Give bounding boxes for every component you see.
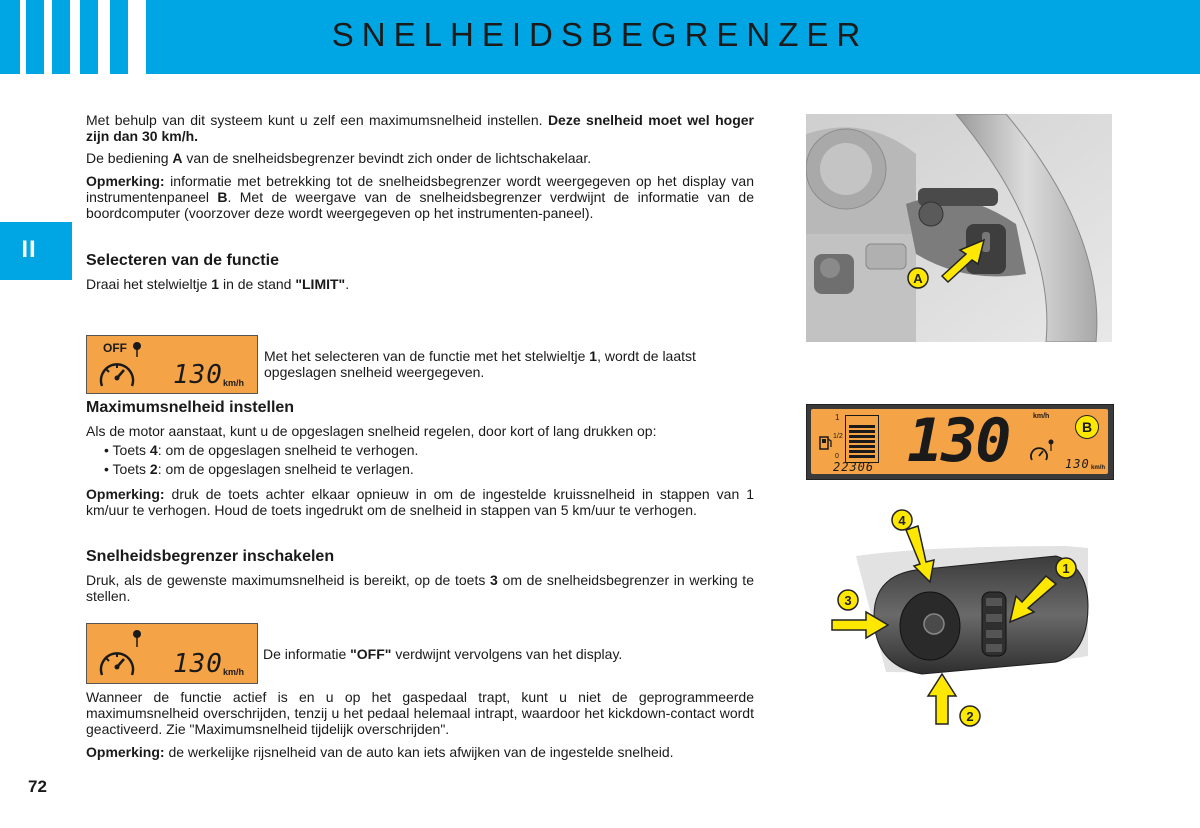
- section1-text: in de stand: [219, 276, 296, 292]
- steering-column-illustration: [806, 114, 1112, 342]
- section3-bold: 3: [490, 572, 498, 588]
- marker-1: 1: [1062, 561, 1070, 576]
- intro-text: Met behulp van dit systeem kunt u zelf een maximumsnelheid instellen.: [86, 112, 548, 128]
- intro-text: van de snelheidsbegrenzer bevindt zich onder de lichtschakelaar.: [182, 150, 592, 166]
- fuel-pump-icon: [819, 433, 833, 451]
- cluster-small-speed: 130: [1065, 457, 1090, 471]
- marker-4: 4: [898, 513, 906, 528]
- caption-text: Met het selecteren van de functie met het stelwieltje: [264, 348, 590, 364]
- bullet-text: • Toets: [104, 461, 150, 477]
- section3-paragraph-2: Wanneer de functie actief is en u op het gaspedaal trapt, kunt u niet de geprogrammeerde maximumsnelheid overschrijden, tenzij u het pedaal helemaal intrapt, waardoor het kickdown-contact wordt geactiveerd. Zie "Maximumsnelheid tijdelijk overschrijden".: [86, 689, 754, 737]
- odometer: 22306: [833, 460, 875, 474]
- marker-b: B: [1075, 415, 1099, 439]
- steering-column-photo: [806, 114, 1112, 342]
- bullet-item: [104, 461, 414, 477]
- chapter-label: II: [21, 236, 37, 263]
- section-heading-select: Selecteren van de functie: [86, 252, 279, 269]
- page-number: 72: [28, 777, 47, 796]
- limit-marker-icon: [1047, 439, 1055, 451]
- lcd-unit: km/h: [223, 667, 245, 677]
- chapter-tab: [0, 222, 72, 280]
- lcd-display-off: [86, 335, 258, 394]
- intro-text: De bediening: [86, 150, 173, 166]
- lcd-display-active: [86, 623, 258, 684]
- section1-bold: 1: [211, 276, 220, 292]
- page-title: SNELHEIDSBEGRENZER: [331, 16, 869, 53]
- section3-paragraph-3: [86, 744, 754, 760]
- lcd2-caption: [263, 646, 753, 662]
- bullet-item: [104, 442, 418, 458]
- fuel-gauge-half: 1/2: [833, 433, 843, 440]
- section-heading-set-speed: Maximumsnelheid instellen: [86, 399, 295, 416]
- section2-paragraph-2: [86, 486, 754, 518]
- bullet-text: • Toets: [104, 442, 150, 458]
- section3-paragraph-1: [86, 572, 754, 604]
- header-stripe: [70, 0, 80, 74]
- cluster-unit: km/h: [1033, 413, 1050, 420]
- intro-bold: A: [172, 150, 183, 166]
- marker-3: 3: [844, 593, 852, 608]
- intro-text: . Met de weergave van de snelheidsbegrenzer verdwijnt de informatie van de boordcomputer (voorzover deze wordt weergegeven op het instrumenten-paneel).: [86, 189, 754, 221]
- intro-bold: B: [217, 189, 228, 205]
- caption-text: De informatie: [263, 646, 351, 662]
- marker-2: 2: [966, 709, 974, 724]
- speedometer-icon: [97, 647, 137, 679]
- section2-paragraph-1: Als de motor aanstaat, kunt u de opgeslagen snelheid regelen, door kort of lang drukken op:: [86, 423, 657, 439]
- marker-a: A: [913, 271, 923, 286]
- instrument-cluster: [806, 404, 1114, 480]
- lcd1-caption: [264, 348, 754, 380]
- limit-marker-icon: [131, 629, 143, 647]
- cluster-lcd: [811, 406, 1108, 476]
- section-heading-activate: Snelheidsbegrenzer inschakelen: [86, 548, 335, 565]
- header-stripe: [44, 0, 52, 74]
- note-label: Opmerking:: [86, 486, 165, 502]
- section1-text: Draai het stelwieltje: [86, 276, 212, 292]
- fuel-gauge-top: 1: [835, 413, 840, 422]
- intro-paragraph-1: [86, 112, 754, 144]
- section1-text: .: [345, 276, 350, 292]
- stalk-control-photo: [826, 506, 1096, 730]
- cluster-big-speed: 130: [907, 406, 1010, 476]
- bullet-text: : om de opgeslagen snelheid te verlagen.: [157, 461, 414, 477]
- bullet-bold: 4: [149, 442, 158, 458]
- caption-bold: 1: [589, 348, 598, 364]
- header-stripe: [128, 0, 146, 74]
- off-label: OFF: [103, 341, 127, 355]
- intro-paragraph-3: [86, 173, 754, 221]
- page-header: [0, 0, 1200, 74]
- lcd-unit: km/h: [223, 378, 245, 388]
- intro-bold: Deze snelheid moet wel hoger zijn dan 30 km/h.: [86, 112, 754, 144]
- caption-text: verdwijnt vervolgens van het display.: [391, 646, 623, 662]
- header-stripe: [20, 0, 26, 74]
- lcd-speed: 130: [173, 649, 223, 679]
- limit-marker-icon: [131, 341, 143, 357]
- speed-limiter-icon: [1029, 445, 1049, 463]
- intro-paragraph-2: [86, 150, 754, 166]
- caption-bold: "OFF": [350, 646, 392, 662]
- fuel-level-fill: [849, 425, 875, 459]
- header-stripe: [98, 0, 110, 74]
- section3-text: Druk, als de gewenste maximumsnelheid is bereikt, op de toets: [86, 572, 491, 588]
- bullet-text: : om de opgeslagen snelheid te verhogen.: [157, 442, 419, 458]
- bullet-bold: 2: [149, 461, 158, 477]
- fuel-gauge-bottom: 0: [835, 453, 839, 460]
- stalk-control-illustration: [826, 506, 1096, 730]
- intro-text: informatie met betrekking tot de snelheidsbegrenzer wordt weergegeven op het display van instrumentenpaneel: [86, 173, 754, 205]
- caption-text: , wordt de laatst opgeslagen snelheid weergegeven.: [264, 348, 696, 380]
- section3-text: de werkelijke rijsnelheid van de auto kan iets afwijken van de ingestelde snelheid.: [164, 744, 674, 760]
- fuel-level-bar: [845, 415, 879, 463]
- cluster-small-unit: km/h: [1091, 465, 1106, 471]
- speedometer-icon: [97, 358, 137, 390]
- section3-text: om de snelheidsbegrenzer in werking te stellen.: [86, 572, 754, 604]
- section1-paragraph: [86, 276, 754, 292]
- note-label: Opmerking:: [86, 744, 165, 760]
- lcd-speed: 130: [173, 360, 223, 390]
- note-label: Opmerking:: [86, 173, 165, 189]
- section2-text: druk de toets achter elkaar opnieuw in om de ingestelde kruissnelheid in stappen van 1 km/uur te verhogen. Houd de toets ingedrukt om de snelheid in stappen van 5 km/uur te verhogen.: [86, 486, 754, 518]
- section1-bold: "LIMIT": [295, 276, 346, 292]
